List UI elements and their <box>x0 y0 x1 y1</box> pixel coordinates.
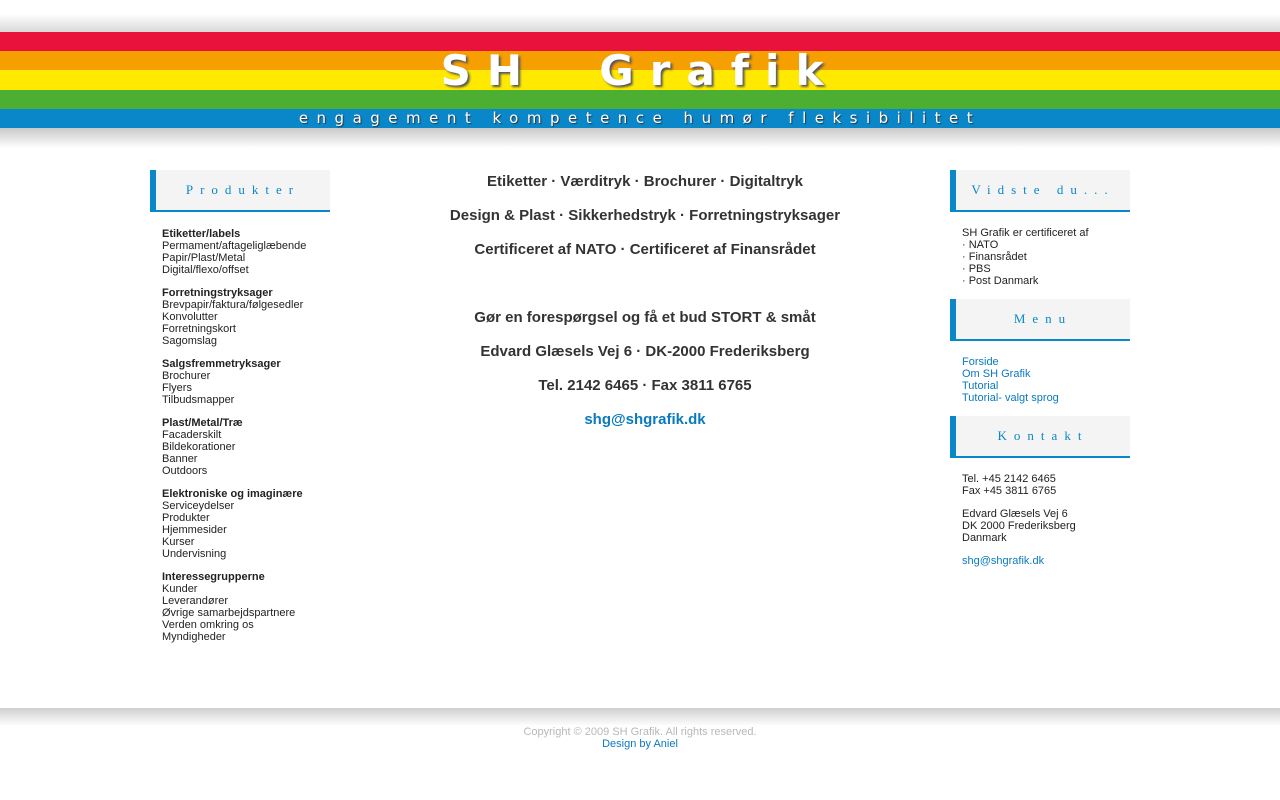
site-title: SH Grafik <box>440 46 840 95</box>
certification-intro: SH Grafik er certificeret af <box>962 227 1089 239</box>
product-group-electronic <box>162 488 330 560</box>
services-line-1: Etiketter · Værditryk · Brochurer · Digitaltryk <box>487 173 803 190</box>
certification-item: · Finansrådet <box>962 251 1027 263</box>
product-item: Brevpapir/faktura/følgesedler <box>162 299 304 311</box>
products-list <box>150 212 330 666</box>
contact-phone: Tel. +45 2142 6465 <box>962 473 1056 485</box>
did-you-know-body <box>950 212 1130 299</box>
group-title: Plast/Metal/Træ <box>162 417 243 429</box>
product-item: Myndigheder <box>162 631 226 643</box>
site-header <box>0 0 1280 150</box>
footer-shadow <box>0 708 1280 726</box>
phone-line: Tel. 2142 6465 · Fax 3811 6765 <box>538 377 752 394</box>
product-item: Facaderskilt <box>162 429 222 441</box>
header-bottom-shadow <box>0 128 1280 148</box>
certification-item: · Post Danmark <box>962 275 1039 287</box>
product-group-labels <box>162 228 330 276</box>
services-line-2: Design & Plast · Sikkerhedstryk · Forretningstryksager <box>449 207 841 224</box>
group-title: Elektroniske og imaginære <box>162 488 303 500</box>
product-item: Undervisning <box>162 548 227 560</box>
contact-fax: Fax +45 3811 6765 <box>962 485 1057 497</box>
product-item: Digital/flexo/offset <box>162 264 249 276</box>
menu-body <box>950 341 1130 416</box>
products-sidebar <box>150 170 330 666</box>
contact-country: Danmark <box>962 532 1007 544</box>
copyright-text: Copyright © 2009 SH Grafik. All rights reserved. <box>523 726 757 738</box>
site-tagline: engagement kompetence humør fleksibilitet <box>298 109 982 127</box>
product-group-materials <box>162 417 330 477</box>
site-footer <box>0 726 1280 750</box>
address-line: Edvard Glæsels Vej 6 · DK-2000 Frederiksberg <box>480 343 810 360</box>
group-title: Salgsfremmetryksager <box>162 358 281 370</box>
product-item: Forretningskort <box>162 323 236 335</box>
spacer <box>400 272 890 306</box>
product-item: Flyers <box>162 382 192 394</box>
menu-link-about[interactable]: Om SH Grafik <box>962 368 1031 380</box>
right-sidebar <box>950 170 1130 579</box>
menu-link-forside[interactable]: Forside <box>962 356 999 368</box>
menu-link-tutorial[interactable]: Tutorial <box>962 380 999 392</box>
product-item: Produkter <box>162 512 210 524</box>
product-item: Konvolutter <box>162 311 218 323</box>
menu-heading: Menu <box>950 299 1130 341</box>
contact-email-link[interactable]: shg@shgrafik.dk <box>962 555 1045 567</box>
product-item: Sagomslag <box>162 335 218 347</box>
product-item: Hjemmesider <box>162 524 227 536</box>
product-item: Verden omkring os <box>162 619 254 631</box>
product-item: Bildekorationer <box>162 441 236 453</box>
product-group-interest <box>162 571 330 643</box>
product-item: Banner <box>162 453 198 465</box>
product-item: Papir/Plast/Metal <box>162 252 246 264</box>
certification-item: · PBS <box>962 263 991 275</box>
product-item: Outdoors <box>162 465 208 477</box>
product-item: Leverandører <box>162 595 229 607</box>
email-link[interactable]: shg@shgrafik.dk <box>584 411 706 428</box>
group-title: Interessegrupperne <box>162 571 265 583</box>
did-you-know-heading: Vidste du... <box>950 170 1130 212</box>
certification-line: Certificeret af NATO · Certificeret af Finansrådet <box>474 241 816 258</box>
product-item: Øvrige samarbejdspartnere <box>162 607 296 619</box>
product-item: Tilbudsmapper <box>162 394 235 406</box>
product-item: Kunder <box>162 583 198 595</box>
group-title: Etiketter/labels <box>162 228 241 240</box>
header-top-shadow <box>0 14 1280 32</box>
product-item: Serviceydelser <box>162 500 235 512</box>
product-group-promo <box>162 358 330 406</box>
contact-city: DK 2000 Frederiksberg <box>962 520 1076 532</box>
product-item: Permament/aftageliglæbende <box>162 240 307 252</box>
contact-body <box>950 458 1130 579</box>
group-title: Forretningstryksager <box>162 287 273 299</box>
contact-street: Edvard Glæsels Vej 6 <box>962 508 1068 520</box>
spacer <box>962 544 1130 555</box>
product-item: Kurser <box>162 536 195 548</box>
product-item: Brochurer <box>162 370 211 382</box>
designer-link[interactable]: Design by Aniel <box>602 738 678 750</box>
contact-heading: Kontakt <box>950 416 1130 458</box>
products-heading: Produkter <box>150 170 330 212</box>
spacer <box>962 497 1130 508</box>
inquiry-line: Gør en forespørgsel og få et bud STORT & småt <box>474 309 816 326</box>
certification-item: · NATO <box>962 239 999 251</box>
product-group-business <box>162 287 330 347</box>
main-content <box>400 170 890 442</box>
menu-link-tutorial-language[interactable]: Tutorial- valgt sprog <box>962 392 1059 404</box>
